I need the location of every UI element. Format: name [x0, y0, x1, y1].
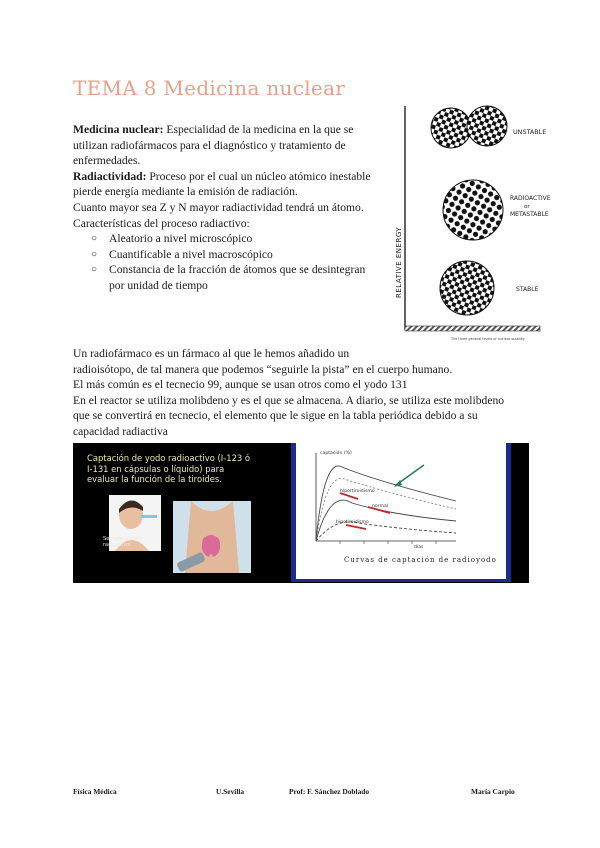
page-title: TEMA 8 Medicina nuclear — [73, 76, 346, 100]
graph-label-normal: normal — [372, 504, 389, 509]
graph-caption: Curvas de captación de radioyodo — [344, 556, 497, 564]
panel-caption: Captación de yodo radioactivo (I-123 ó I-131 en cápsulas o líquido) para evaluar la función de la tiroides. — [87, 453, 251, 484]
thyroid-neck-icon — [173, 501, 251, 573]
caracteristicas-list — [73, 231, 373, 293]
axis-label: RELATIVE ENERGY — [395, 226, 403, 298]
medicina-text: Especialidad de la medicina en la que se utilizan radiofármacos para el diagnóstico y tratamiento de enfermedades. — [73, 123, 354, 168]
uptake-graph — [291, 443, 511, 582]
radiofarmaco-line-1: Un radiofármaco es un fármaco al que le hemos añadido un — [73, 347, 350, 360]
radiofarmaco-section — [73, 346, 513, 440]
ground-hatch — [405, 326, 540, 331]
footer-subject: Física Médica — [73, 787, 117, 796]
radiactividad-label: Radiactividad: — [73, 169, 147, 183]
metastable-label-2: or — [524, 204, 530, 210]
nuclear-stability-figure — [395, 98, 551, 346]
footer-university: U.Sevilla — [216, 787, 245, 796]
kid-caption: Se ingiere yodo radioactivo — [103, 536, 142, 548]
radiofarmaco-line-4: En el reactor se utiliza molibdeno y es el que se almacena. A diario, se utiliza este molibdeno que se convertirá en tecnecio, el elemento que le sigue en la tabla periódica debido a su capacidad radiactiva — [73, 393, 505, 438]
stable-label: STABLE — [516, 286, 539, 293]
footer-author: María Carpio — [471, 787, 515, 796]
graph-label-hypo: hipotiroidismo — [336, 520, 369, 525]
zn-paragraph: Cuanto mayor sea Z y N mayor radiactividad tendrá un átomo. — [73, 200, 364, 214]
list-item: ○ Constancia de la fracción de átomos que se desintegran por unidad de tiempo — [95, 262, 373, 293]
list-item: ○ Aleatorio a nivel microscópico — [95, 231, 373, 247]
iodine-uptake-image — [73, 443, 529, 583]
graph-x-label: días — [414, 545, 424, 550]
figure-caption: The three general levels of nuclear stability — [451, 337, 525, 341]
radiactividad-text: Proceso por el cual un núcleo atómico inestable pierde energía mediante la emisión de radiación. — [73, 169, 371, 199]
radiofarmaco-line-2: radioisótopo, de tal manera que podemos “seguirle la pista” en el cuerpo humano. — [73, 362, 453, 376]
list-item: ○ Cuantificable a nivel macroscópico — [95, 247, 373, 263]
arrow-red-3 — [346, 525, 366, 529]
metastable-nucleus-icon — [443, 180, 503, 240]
unstable-label: UNSTABLE — [513, 128, 547, 136]
unstable-nucleus-icon — [431, 106, 507, 148]
radiactividad-paragraph — [73, 169, 373, 200]
intro-section — [73, 122, 373, 294]
graph-label-hyper: hipertiroidismo — [340, 489, 375, 494]
radiofarmaco-line-3: El más común es el tecnecio 99, aunque se usan otros como el yodo 131 — [73, 378, 408, 392]
stable-nucleus-icon — [440, 261, 494, 315]
x-ticks — [340, 541, 436, 544]
metastable-label-1: RADIOACTIVE — [510, 195, 551, 202]
medicina-paragraph — [73, 122, 373, 169]
metastable-label-3: METASTABLE — [510, 211, 549, 218]
medicina-label: Medicina nuclear: — [73, 123, 164, 136]
footer-professor: Prof: F. Sánchez Doblado — [289, 787, 370, 796]
caracteristicas-heading: Características del proceso radiactivo: — [73, 216, 250, 230]
graph-label-top: captación (%) — [320, 451, 352, 456]
